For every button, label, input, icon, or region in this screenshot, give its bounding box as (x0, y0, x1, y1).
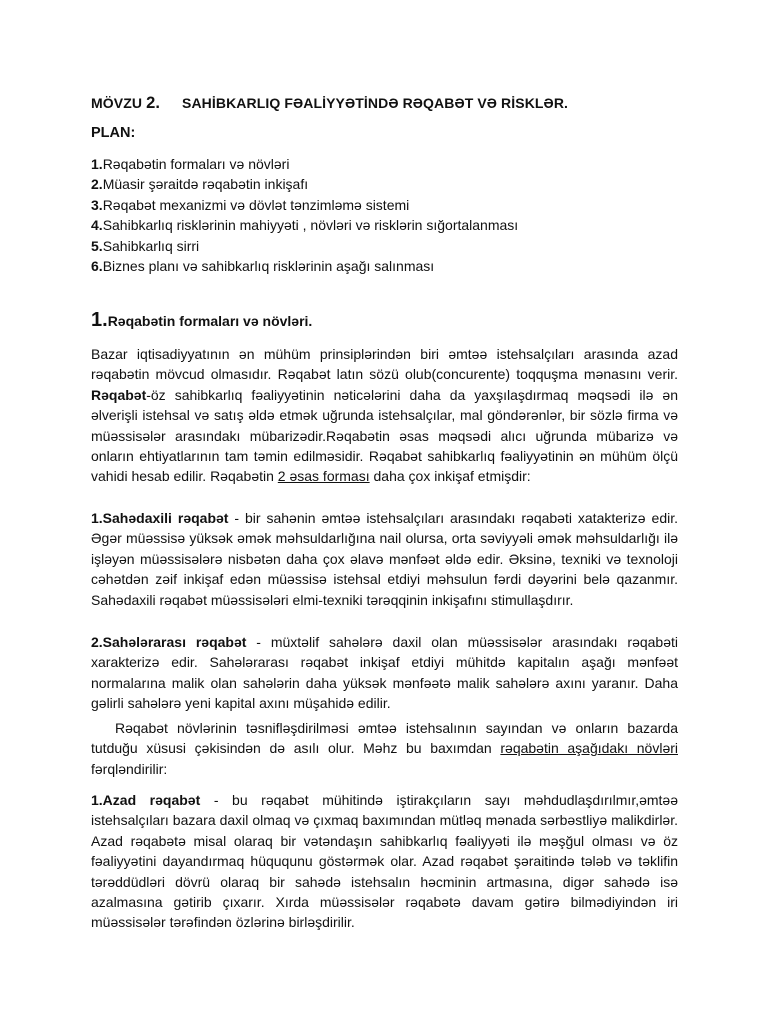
text-run: Bazar iqtisadiyyatının ən mühüm prinsiplərindən biri əmtəə istehsalçıları arasında azad rəqabətin mövcud olmasıdır. Rəqabət latın sözü olub(concurente) toqquşma mənasını verir. (91, 346, 678, 383)
plan-item-number: 1. (91, 156, 103, 172)
section-heading (91, 309, 312, 332)
plan-item (91, 174, 518, 194)
plan-item-text: Sahibkarlıq sirri (102, 237, 200, 254)
bold-term: 1.Sahədaxili rəqabət (91, 510, 229, 526)
paragraph-classification (91, 718, 678, 779)
plan-item-number: 5. (91, 237, 103, 254)
paragraph-free-competition (91, 790, 678, 933)
topic-prefix: MÖVZU (91, 95, 143, 111)
bold-term: 1.Azad rəqabət (91, 792, 201, 808)
plan-item-text: Sahibkarlıq risklərinin mahiyyəti , növləri və risklərin sığortalanması (102, 217, 519, 234)
text-run: Rəqabət növlərinin təsnifləşdirilməsi əmtəə istehsalının sayından və onların bazarda tutduğu xüsusi çəkisindən də asılı olur. Məhz bu baxımdan (91, 720, 678, 757)
plan-item-number: 3. (91, 196, 103, 213)
plan-item (91, 154, 518, 174)
plan-item-number: 2. (91, 176, 103, 193)
section-number: 1. (91, 309, 108, 331)
plan-title: PLAN: (91, 125, 136, 141)
plan-item (91, 215, 518, 235)
plan-item-text: Biznes planı və sahibkarlıq risklərinin aşağı salınması (102, 258, 435, 275)
plan-item-number: 6. (91, 258, 103, 275)
text-run: -öz sahibkarlıq fəaliyyətinin nəticələrini daha da yaxşılaşdırmaq məqsədi ilə ən əlverişli istehsal və satış əldə etmək uğrunda istehsalçılar, mal göndərənlər, bir sözlə firma və müəssisələr arasındakı mübarizədir.Rəqabətin əsas məqsədi alıcı uğrunda mübarizə və onların ehtiyatlarının tam təmin edilməsidir. Rəqabət sahibkarlıq fəaliyyətinin ən mühüm ölçü vahidi hesab edilir. Rəqabətin (91, 386, 678, 485)
topic-number: 2. (146, 94, 161, 112)
plan-item (91, 256, 518, 276)
bold-term: Rəqabət (91, 386, 147, 403)
bold-term: 2.Sahələrarası rəqabət (91, 634, 247, 650)
text-run: - bir sahənin əmtəə istehsalçıları arasındakı rəqabəti xatakterizə edir. Əgər müəssisə yüksək əmək məhsuldarlığına nail olursa, orta səviyyəli əmək məhsuldarlığı ilə işləyən müəssisələrə nisbətən daha çox əlavə mənfəət əldə edir. Əksinə, texniki və texnoloji cəhətdən zəif inkişaf edən müəssisə istehsal etdiyi məhsulun fərdi dəyərini belə qazanmır. Sahədaxili rəqabət müəssisələri elmi-texniki tərəqqinin inkişafını stimullaşdırır. (91, 510, 678, 608)
plan-item-text: Rəqabətin formaları və növləri (102, 156, 290, 172)
text-run: fərqləndirilir: (91, 760, 168, 777)
topic-heading (91, 94, 568, 113)
topic-title: SAHİBKARLIQ FƏALİYYƏTİNDƏ RƏQABƏT VƏ RİSKLƏR. (182, 95, 569, 111)
plan-item-text: Müasir şəraitdə rəqabətin inkişafı (102, 176, 309, 193)
paragraph-intro (91, 344, 678, 487)
plan-list (91, 154, 518, 276)
underlined-phrase: rəqabətin aşağıdakı növləri (500, 740, 678, 757)
paragraph-intra-industry (91, 508, 678, 610)
section-title: Rəqabətin formaları və növləri. (107, 313, 313, 329)
plan-item-text: Rəqabət mexanizmi və dövlət tənzimləmə sistemi (102, 196, 410, 213)
text-run: - müxtəlif sahələrə daxil olan müəssisələr arasındakı rəqabəti xarakterizə edir. Sahələrarası rəqabət inkişaf etdiyi mühitdə kapitalın aşağı mənfəət normalarına malik olan sahələrin daha yüksək mənfəətə malik sahələrə axını yaranır. Daha gəlirli sahələrə yeni kapital axını müşahidə edilir. (91, 634, 678, 712)
underlined-phrase: 2 əsas forması (277, 468, 370, 485)
text-run: - bu rəqabət mühitində iştirakçıların sayı məhdudlaşdırılmır,əmtəə istehsalçıları bazara daxil olmaq və çıxmaq baxımından mütləq mənada sərbəstliyə malikdirlər. Azad rəqabətə misal olaraq bir vətəndaşın sahibkarlıq fəaliyyəti ilə məşğul olması və öz fəaliyyətini dayandırmaq hüququnu göstərmək olar. Azad rəqabət şəraitində tələb və təklifin tərəddüdləri dövrü olaraq bir sahədə istehsalın həcminin artmasına, digər sahədə isə azalmasına gətirib çıxarır. Xırda müəssisələr rəqabətə davam gətirə bilmədiyindən iri müəssisələr tərəfindən özlərinə birləşdirilir. (91, 792, 679, 931)
plan-item (91, 236, 518, 256)
paragraph-inter-industry (91, 632, 678, 714)
plan-item-number: 4. (91, 217, 103, 234)
plan-item (91, 195, 518, 215)
text-run: daha çox inkişaf etmişdir: (369, 468, 531, 485)
